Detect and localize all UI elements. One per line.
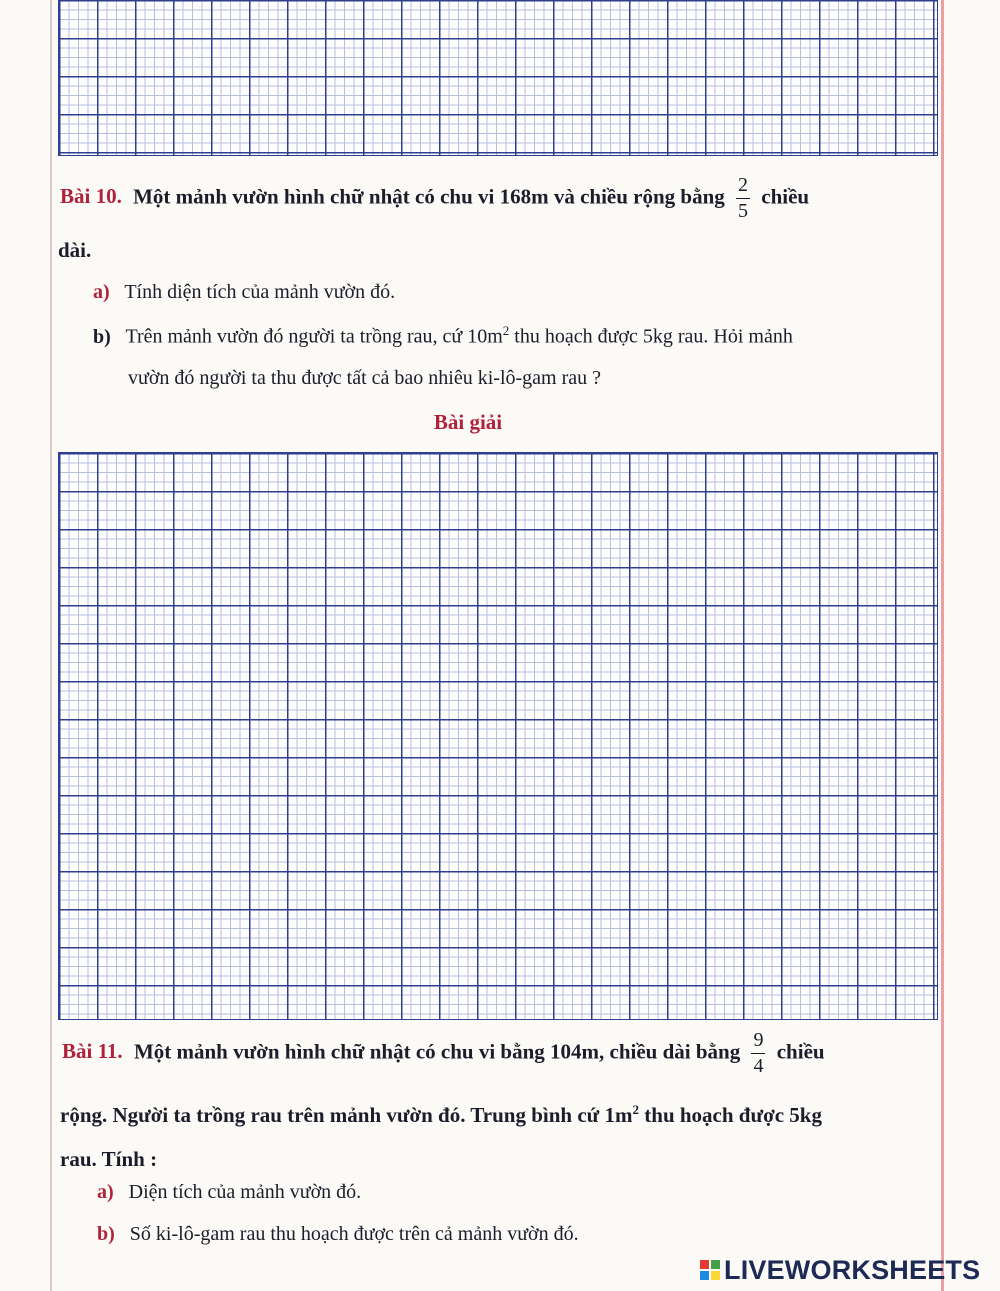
exercise-11-part-b [97, 1223, 579, 1246]
part-b-text-after: thu hoạch được 5kg rau. Hỏi mảnh [509, 325, 793, 348]
exercise-10-label: Bài 10. [60, 184, 122, 209]
exercise-11-line2-after: thu hoạch được 5kg [639, 1103, 822, 1127]
solution-heading: Bài giải [433, 410, 503, 434]
liveworksheets-logo-icon [700, 1260, 720, 1280]
fraction-denominator: 5 [738, 200, 749, 222]
fraction-numerator: 2 [738, 174, 749, 196]
liveworksheets-watermark [700, 1256, 980, 1284]
exercise-10-statement [60, 175, 809, 222]
logo-square [700, 1271, 709, 1280]
watermark-text: LIVEWORKSHEETS [724, 1254, 981, 1285]
exercise-11-label: Bài 11. [62, 1039, 123, 1064]
exercise-10-text-end: chiều [761, 184, 810, 209]
part-a-marker: a) [93, 281, 110, 303]
part-b-marker: b) [97, 1223, 115, 1245]
exercise-11-line3: rau. Tính : [60, 1147, 158, 1171]
part-a-text: Tính diện tích của mảnh vườn đó. [124, 281, 396, 303]
fraction-numerator: 9 [753, 1029, 764, 1051]
fraction-bar [751, 1053, 765, 1054]
part-b-marker: b) [93, 325, 111, 348]
exercise-10-text-line2: dài. [58, 238, 92, 262]
part-b-text: Trên mảnh vườn đó người ta trồng rau, cứ 10m [125, 325, 503, 348]
logo-square [700, 1260, 709, 1269]
exercise-10-part-b-line2: vườn đó người ta thu được tất cả bao nhiêu ki-lô-gam rau ? [128, 367, 602, 389]
exercise-10-continuation [58, 238, 91, 263]
exercise-10-part-a [93, 281, 395, 304]
part-a-marker: a) [97, 1181, 114, 1203]
exercise-11-text-end: chiều [776, 1039, 825, 1064]
logo-square [711, 1271, 720, 1280]
logo-square [711, 1260, 720, 1269]
page-edge-left [50, 0, 52, 1291]
part-a-text: Diện tích của mảnh vườn đó. [128, 1181, 362, 1203]
exercise-11-line2-text: rộng. Người ta trồng rau trên mảnh vườn đó. Trung bình cứ 1m [60, 1103, 633, 1127]
exercise-11-text: Một mảnh vườn hình chữ nhật có chu vi bằng 104m, chiều dài bằng [133, 1039, 741, 1064]
part-b-text: Số ki-lô-gam rau thu hoạch được trên cả mảnh vườn đó. [129, 1223, 579, 1245]
answer-grid-main[interactable] [58, 452, 938, 1020]
exercise-11-part-a [97, 1181, 361, 1204]
part-b-sup: 2 [502, 323, 510, 338]
fraction-denominator: 4 [753, 1055, 764, 1077]
fraction-bar [736, 198, 750, 199]
exercise-11-sup: 2 [632, 1102, 640, 1117]
exercise-10-fraction [736, 175, 750, 222]
exercise-11-statement [62, 1030, 825, 1077]
page-edge-right [941, 0, 944, 1291]
answer-grid-top[interactable] [58, 0, 938, 156]
exercise-11-line2 [60, 1102, 822, 1128]
exercise-11-fraction [751, 1030, 765, 1077]
exercise-10-part-b [93, 323, 793, 349]
exercise-10-text: Một mảnh vườn hình chữ nhật có chu vi 168m và chiều rộng bằng [133, 184, 725, 209]
